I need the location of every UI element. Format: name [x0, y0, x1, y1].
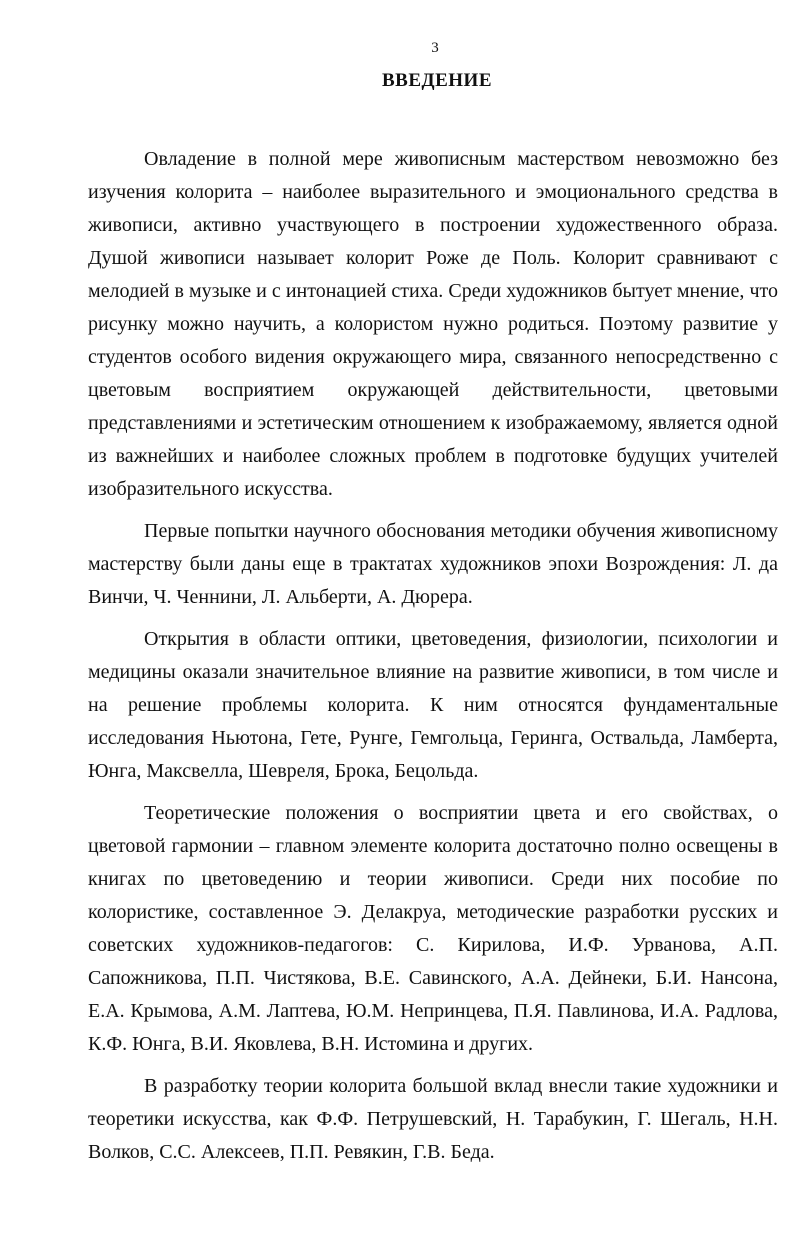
paragraph-intro: Овладение в полной мере живописным мастерством невозможно без изучения колорита – наиболее выразительного и эмоционального средства в живописи, активно участвующего в построении художественного образа. Душой живописи называет колорит Роже де Поль. Колорит сравнивают с мелодией в музыке и с интонацией стиха. Среди художников бытует мнение, что рисунку можно научить, а колористом нужно родиться. Поэтому развитие у студентов особого видения окружающего мира, связанного непосредственно с цветовым восприятием окружающей действительности, цветовыми представлениями и эстетическим отношением к изображаемому, является одной из важнейших и наиболее сложных проблем в подготовке будущих учителей изобразительного искусства.: [88, 148, 778, 500]
page-title: ВВЕДЕНИЕ: [382, 70, 492, 91]
paragraph-renaissance: Первые попытки научного обоснования методики обучения живописному мастерству были даны еще в трактатах художников эпохи Возрождения: Л. да Винчи, Ч. Ченнини, Л. Альберти, А. Дюрера.: [88, 520, 778, 608]
page-number: 3: [431, 40, 439, 56]
paragraph-theory: Теоретические положения о восприятии цвета и его свойствах, о цветовой гармонии – главном элементе колорита достаточно полно освещены в книгах по цветоведению и теории живописи. Среди них пособие по колористике, составленное Э. Делакруа, методические разработки русских и советских художников-педагогов: С. Кирилова, И.Ф. Урванова, А.П. Сапожникова, П.П. Чистякова, В.Е. Савинского, А.А. Дейнеки, Б.И. Нансона, Е.А. Крымова, А.М. Лаптева, Ю.М. Непринцева, П.Я. Павлинова, И.А. Радлова, К.Ф. Юнга, В.И. Яковлева, В.Н. Истомина и других.: [88, 802, 778, 1055]
paragraph-discoveries: Открытия в области оптики, цветоведения, физиологии, психологии и медицины оказали значительное влияние на развитие живописи, в том числе и на решение проблемы колорита. К ним относятся фундаментальные исследования Ньютона, Гете, Рунге, Гемгольца, Геринга, Оствальда, Ламберта, Юнга, Максвелла, Шевреля, Брока, Бецольда.: [88, 628, 778, 782]
paragraph-contributors: В разработку теории колорита большой вклад внесли такие художники и теоретики искусства, как Ф.Ф. Петрушевский, Н. Тарабукин, Г. Шегаль, Н.Н. Волков, С.С. Алексеев, П.П. Ревякин, Г.В. Беда.: [88, 1075, 778, 1163]
document-body: [88, 143, 778, 1169]
